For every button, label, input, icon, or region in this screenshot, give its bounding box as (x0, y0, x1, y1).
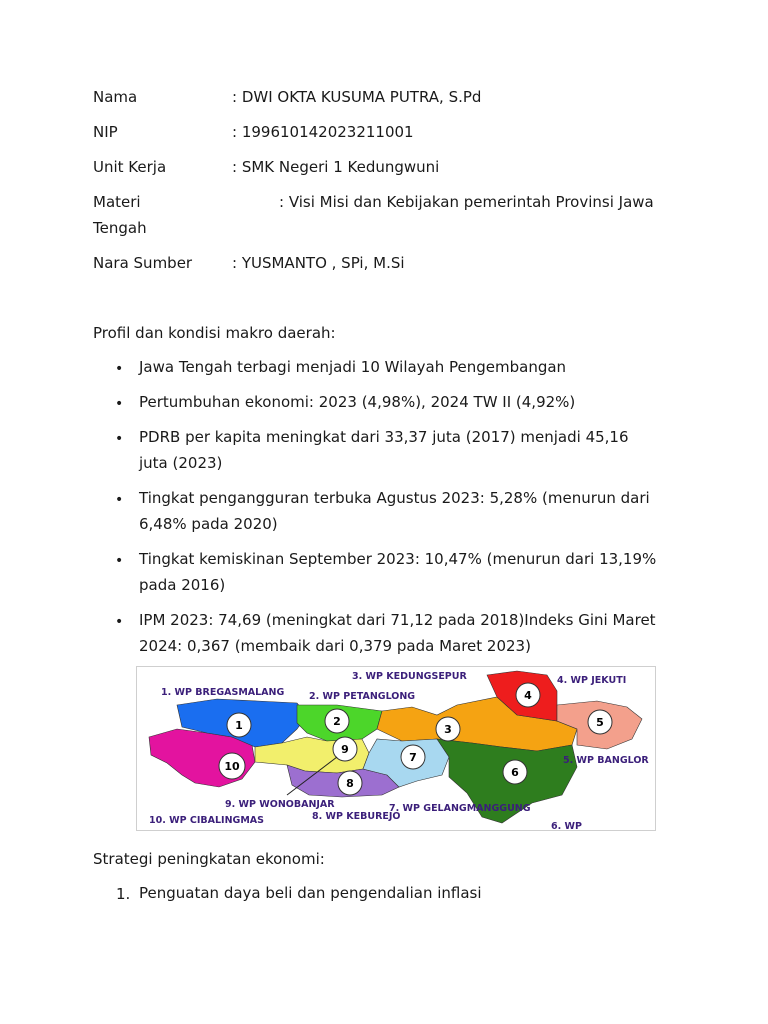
nip-value: : 199610142023211001 (232, 123, 414, 141)
unit-kerja-label: Unit Kerja (93, 158, 167, 176)
marker-7: 7 (409, 751, 417, 764)
label-wp-1: 1. WP BREGASMALANG (161, 687, 285, 698)
materi-continuation: Tengah (93, 219, 147, 237)
bullet-icon: • (115, 614, 124, 630)
list-item: Tingkat kemiskinan September 2023: 10,47% (menurun dari 13,19% pada 2016) (139, 550, 657, 594)
list-item: Penguatan daya beli dan pengendalian inflasi (139, 884, 482, 902)
list-item: Tingkat pengangguran terbuka Agustus 2023: 5,28% (menurun dari 6,48% pada 2020) (139, 489, 650, 533)
label-wp-3: 3. WP KEDUNGSEPUR (352, 671, 467, 682)
bullet-icon: • (115, 396, 124, 412)
map-graphic (137, 667, 655, 830)
strategi-heading: Strategi peningkatan ekonomi: (93, 850, 325, 868)
label-wp-6: 6. WP (551, 821, 582, 830)
materi-label: Materi (93, 193, 141, 211)
list-item: PDRB per kapita meningkat dari 33,37 juta (2017) menjadi 45,16 juta (2023) (139, 428, 629, 472)
profil-heading: Profil dan kondisi makro daerah: (93, 324, 336, 342)
label-wp-8: 8. WP KEBUREJO (312, 811, 401, 822)
marker-2: 2 (333, 715, 341, 728)
label-wp-5: 5. WP BANGLOR (563, 755, 649, 766)
nara-sumber-value: : YUSMANTO , SPi, M.Si (232, 254, 405, 272)
central-java-map (136, 666, 656, 831)
marker-5: 5 (596, 716, 604, 729)
bullet-icon: • (115, 553, 124, 569)
marker-1: 1 (235, 719, 243, 732)
marker-9: 9 (341, 743, 349, 756)
marker-10: 10 (224, 760, 240, 773)
nip-label: NIP (93, 123, 118, 141)
bullet-icon: • (115, 492, 124, 508)
bullet-icon: • (115, 431, 124, 447)
materi-value: : Visi Misi dan Kebijakan pemerintah Provinsi Jawa (279, 193, 654, 211)
label-wp-9: 9. WP WONOBANJAR (225, 799, 335, 810)
label-wp-4: 4. WP JEKUTI (557, 675, 627, 686)
marker-3: 3 (444, 723, 452, 736)
nara-sumber-label: Nara Sumber (93, 254, 193, 272)
nama-label: Nama (93, 88, 138, 106)
marker-6: 6 (511, 766, 519, 779)
list-item: IPM 2023: 74,69 (meningkat dari 71,12 pada 2018)Indeks Gini Maret 2024: 0,367 (membaik dari 0,379 pada Maret 2023) (139, 611, 656, 655)
list-item: Jawa Tengah terbagi menjadi 10 Wilayah Pengembangan (139, 358, 567, 376)
list-item: Pertumbuhan ekonomi: 2023 (4,98%), 2024 TW II (4,92%) (139, 393, 576, 411)
marker-4: 4 (524, 689, 532, 702)
nama-value: : DWI OKTA KUSUMA PUTRA, S.Pd (232, 88, 482, 106)
label-wp-7: 7. WP GELANGMANGGUNG (389, 803, 531, 814)
marker-8: 8 (346, 777, 354, 790)
label-wp-2: 2. WP PETANGLONG (309, 691, 416, 702)
unit-kerja-value: : SMK Negeri 1 Kedungwuni (232, 158, 440, 176)
bullet-icon: • (115, 361, 124, 377)
list-number: 1. (116, 885, 131, 903)
label-wp-10: 10. WP CIBALINGMAS (149, 815, 264, 826)
